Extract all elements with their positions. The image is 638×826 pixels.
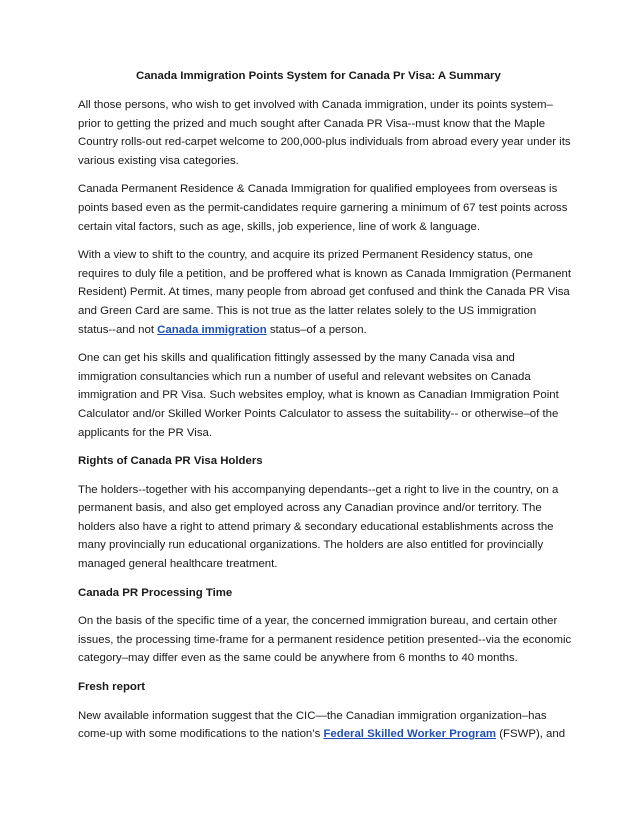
paragraph-pr-permit-text: With a view to shift to the country, and acquire its prized Permanent Residency status, one requires to duly file a petition, and be proffered what is known as Canada Immigration (Permanent Resident) Permit. At times, many people from abroad get confused and think the Canada PR Visa and Green Card are same. This is not true as the latter relates solely to the US immigration status--and not — [78, 249, 572, 336]
document-body — [78, 68, 572, 754]
fswp-link[interactable]: Federal Skilled Worker Program — [323, 728, 497, 741]
paragraph-points-based: Canada Permanent Residence & Canada Immigration for qualified employees from overseas is points based even as the permit-candidates require garnering a minimum of 67 test points across certain vital factors, such as age, skills, job experience, line of work & language. — [78, 183, 568, 233]
paragraph-intro: All those persons, who wish to get involved with Canada immigration, under its points system–prior to getting the prized and much sought after Canada PR Visa--must know that the Maple Country rolls-out red-carpet welcome to 200,000-plus individuals from abroad every year under its various existing visa categories. — [78, 99, 571, 167]
paragraph-fresh-report-text: New available information suggest that the CIC—the Canadian immigration organization–has come-up with some modifications to the nation’s — [78, 709, 547, 741]
document-title: Canada Immigration Points System for Canada Pr Visa: A Summary — [136, 70, 501, 82]
heading-rights: Rights of Canada PR Visa Holders — [78, 455, 263, 468]
paragraph-fresh-report — [78, 707, 572, 744]
paragraph-rights: The holders--together with his accompanying dependants--get a right to live in the country, on a permanent basis, and also get employed across any Canadian province and/or territory. The holders also have a right to attend primary & secondary educational establishments across the many provincially run educational organizations. The holders are also entitled for provincially managed general healthcare treatment. — [78, 483, 559, 571]
canada-immigration-link[interactable]: Canada immigration — [157, 323, 267, 336]
paragraph-fresh-report-tail: (FSWP), and — [496, 728, 566, 741]
heading-processing-time: Canada PR Processing Time — [78, 586, 233, 599]
heading-fresh-report: Fresh report — [78, 681, 146, 694]
paragraph-processing-time: On the basis of the specific time of a year, the concerned immigration bureau, and certain other issues, the processing time-frame for a permanent residence petition presented--via the economic category–may differ even as the same could be anywhere from 6 months to 40 months. — [78, 615, 572, 665]
paragraph-pr-permit-tail: status–of a person. — [266, 323, 367, 336]
paragraph-assessment: One can get his skills and qualification fittingly assessed by the many Canada visa and immigration consultancies which run a number of useful and relevant websites on Canada immigration and PR Visa. Such websites employ, what is known as Canadian Immigration Point Calculator and/or Skilled Worker Points Calculator to assess the suitability-- or otherwise–of the applicants for the PR Visa. — [78, 352, 559, 439]
paragraph-pr-permit — [78, 246, 572, 339]
